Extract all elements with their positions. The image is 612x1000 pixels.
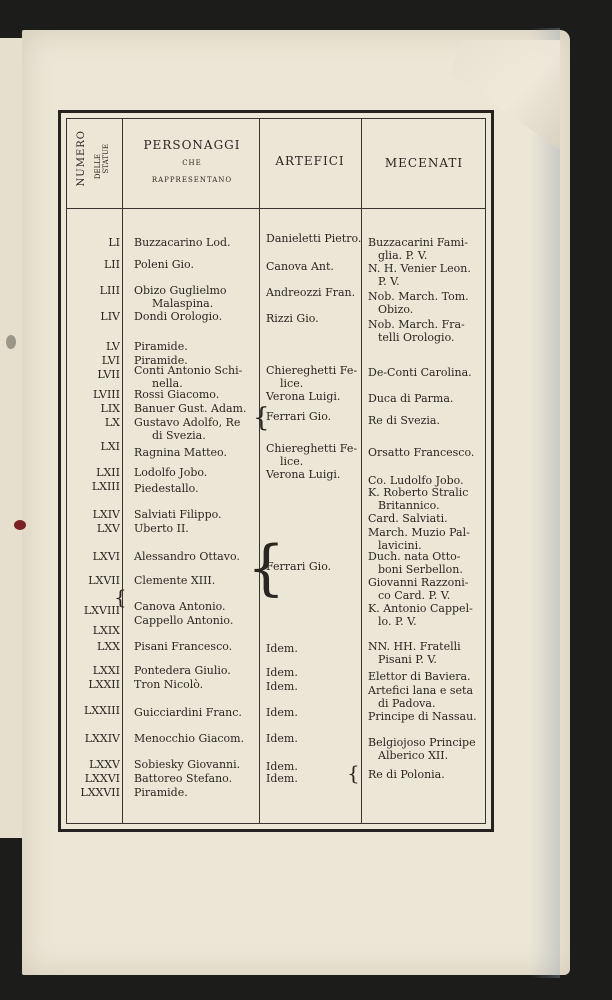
personaggio-name: Cappello Antonio. — [134, 614, 234, 627]
personaggio-name: Piramide. — [134, 354, 188, 367]
artefice-name: Idem. — [266, 732, 298, 745]
mecenate-name: Nob. March. Fra- — [368, 318, 465, 331]
header-che: CHE — [182, 159, 202, 167]
mecenate-name: co Card. P. V. — [378, 589, 451, 602]
mecenate-name: Obizo. — [378, 303, 414, 316]
header-rule — [66, 208, 486, 209]
personaggio-name: Pisani Francesco. — [134, 640, 233, 653]
personaggio-name: Pontedera Giulio. — [134, 664, 231, 677]
personaggio-name: Salviati Filippo. — [134, 508, 222, 521]
personaggio-name: Guicciardini Franc. — [134, 706, 242, 719]
statue-number: LXII — [96, 466, 120, 479]
mecenate-name: Card. Salviati. — [368, 512, 448, 525]
statue-number: LXXVI — [84, 772, 120, 785]
mecenate-name: boni Serbellon. — [378, 563, 463, 576]
artefice-name: Idem. — [266, 760, 298, 773]
paper-stain — [14, 520, 26, 530]
mecenate-name: K. Antonio Cappel- — [368, 602, 473, 615]
statue-number: LXVII — [88, 574, 120, 587]
artefice-name: lice. — [280, 455, 304, 468]
mecenate-name: De-Conti Carolina. — [368, 366, 472, 379]
mecenate-name: P. V. — [378, 275, 400, 288]
mecenate-name: Artefici lana e seta — [368, 684, 473, 697]
artefice-name: Idem. — [266, 706, 298, 719]
artefice-name: Danieletti Pietro. — [266, 232, 362, 245]
statue-number: LXIV — [92, 508, 120, 521]
header-delle: DELLE — [94, 154, 102, 180]
paper-stain — [6, 335, 16, 349]
personaggio-name: Lodolfo Jobo. — [134, 466, 208, 479]
header-numero-delle-statue — [74, 124, 120, 204]
header-statue: STATUE — [102, 144, 110, 174]
personaggio-name: Ragnina Matteo. — [134, 446, 227, 459]
artefice-name: Canova Ant. — [266, 260, 334, 273]
artefice-name: Idem. — [266, 666, 298, 679]
header-artefici: ARTEFICI — [275, 154, 345, 168]
personaggio-name: Uberto II. — [134, 522, 189, 535]
mecenate-name: Giovanni Razzoni- — [368, 576, 469, 589]
brace-mark: { — [114, 585, 127, 609]
mecenate-name: Re di Svezia. — [368, 414, 440, 427]
personaggio-name: Piedestallo. — [134, 482, 199, 495]
statue-number: LXI — [100, 440, 120, 453]
statue-number: LV — [106, 340, 120, 353]
statue-number: LI — [108, 236, 120, 249]
mecenate-name: March. Muzio Pal- — [368, 526, 470, 539]
personaggio-name: Tron Nicolò. — [134, 678, 204, 691]
statue-number: LXXV — [89, 758, 120, 771]
personaggio-name: di Svezia. — [152, 429, 206, 442]
statue-number: LXX — [97, 640, 120, 653]
column-divider — [361, 118, 362, 824]
personaggio-name: Poleni Gio. — [134, 258, 194, 271]
column-divider — [259, 118, 260, 824]
personaggio-name: Rossi Giacomo. — [134, 388, 220, 401]
artefice-name: Ferrari Gio. — [266, 560, 332, 573]
statue-number: LX — [104, 416, 120, 429]
artefice-name: Idem. — [266, 642, 298, 655]
artefice-name: lice. — [280, 377, 304, 390]
artefice-name: Chiereghetti Fe- — [266, 442, 358, 455]
mecenate-name: Elettor di Baviera. — [368, 670, 471, 683]
mecenate-name: Re di Polonia. — [368, 768, 445, 781]
personaggio-name: Menocchio Giacom. — [134, 732, 245, 745]
page-edge-tint — [530, 28, 560, 978]
personaggio-name: Sobiesky Giovanni. — [134, 758, 241, 771]
mecenate-name: Belgiojoso Principe — [368, 736, 476, 749]
statue-number: LXXI — [92, 664, 120, 677]
statue-number: LXXVII — [80, 786, 120, 799]
brace-mark: { — [347, 761, 360, 785]
mecenate-name: Co. Ludolfo Jobo. — [368, 474, 464, 487]
personaggio-name: Piramide. — [134, 786, 188, 799]
mecenate-name: Nob. March. Tom. — [368, 290, 469, 303]
column-divider — [122, 118, 123, 824]
artefice-name: Andreozzi Fran. — [266, 286, 356, 299]
personaggio-name: Piramide. — [134, 340, 188, 353]
artefice-name: Chiereghetti Fe- — [266, 364, 358, 377]
statue-number: LII — [104, 258, 120, 271]
statue-number: LXIX — [92, 624, 120, 637]
brace-mark: { — [253, 403, 270, 433]
statue-number: LXXII — [88, 678, 120, 691]
statue-number: LIII — [99, 284, 120, 297]
mecenate-name: K. Roberto Stralic — [368, 486, 469, 499]
personaggio-name: Conti Antonio Schi- — [134, 364, 243, 377]
statue-number: LVIII — [93, 388, 120, 401]
statue-number: LXXIV — [84, 732, 120, 745]
statue-number: LIX — [100, 402, 120, 415]
statue-number: LVI — [101, 354, 120, 367]
personaggio-name: Alessandro Ottavo. — [134, 550, 240, 563]
mecenate-name: telli Orologio. — [378, 331, 455, 344]
personaggio-name: Gustavo Adolfo, Re — [134, 416, 241, 429]
personaggio-name: Canova Antonio. — [134, 600, 226, 613]
personaggio-name: Obizo Guglielmo — [134, 284, 227, 297]
personaggio-name: Buzzacarino Lod. — [134, 236, 231, 249]
statue-number: LXV — [96, 522, 120, 535]
mecenate-name: Duca di Parma. — [368, 392, 454, 405]
statue-number: LIV — [100, 310, 120, 323]
header-mecenati: MECENATI — [384, 156, 464, 170]
statue-number: LVII — [97, 368, 120, 381]
mecenate-name: lo. P. V. — [378, 615, 417, 628]
artefice-name: Idem. — [266, 680, 298, 693]
personaggio-name: Battoreo Stefano. — [134, 772, 233, 785]
mecenate-name: glia. P. V. — [378, 249, 428, 262]
mecenate-name: lavicini. — [378, 539, 422, 552]
header-personaggi: PERSONAGGI — [143, 138, 241, 152]
artefice-name: Rizzi Gio. — [266, 312, 319, 325]
mecenate-name: Principe di Nassau. — [368, 710, 477, 723]
mecenate-name: Britannico. — [378, 499, 440, 512]
statue-number: LXVIII — [83, 604, 120, 617]
statue-number: LXIII — [91, 480, 120, 493]
personaggio-name: Clemente XIII. — [134, 574, 216, 587]
statue-number: LXVI — [92, 550, 120, 563]
brace-mark: { — [247, 533, 286, 603]
artefice-name: Ferrari Gio. — [266, 410, 332, 423]
mecenate-name: di Padova. — [378, 697, 436, 710]
mecenate-name: Pisani P. V. — [378, 653, 437, 666]
personaggio-name: Malaspina. — [152, 297, 214, 310]
personaggio-name: Dondi Orologio. — [134, 310, 223, 323]
mecenate-name: NN. HH. Fratelli — [368, 640, 461, 653]
statue-number: LXXIII — [83, 704, 120, 717]
header-rappresentano: RAPPRESENTANO — [151, 176, 233, 184]
artefice-name: Idem. — [266, 772, 298, 785]
mecenate-name: Orsatto Francesco. — [368, 446, 475, 459]
mecenate-name: Buzzacarini Fami- — [368, 236, 469, 249]
header-numero: NUMERO — [76, 130, 87, 187]
mecenate-name: N. H. Venier Leon. — [368, 262, 471, 275]
mecenate-name: Alberico XII. — [378, 749, 449, 762]
personaggio-name: Banuer Gust. Adam. — [134, 402, 247, 415]
artefice-name: Verona Luigi. — [266, 468, 341, 481]
mecenate-name: Duch. nata Otto- — [368, 550, 461, 563]
personaggio-name: nella. — [152, 377, 183, 390]
artefice-name: Verona Luigi. — [266, 390, 341, 403]
